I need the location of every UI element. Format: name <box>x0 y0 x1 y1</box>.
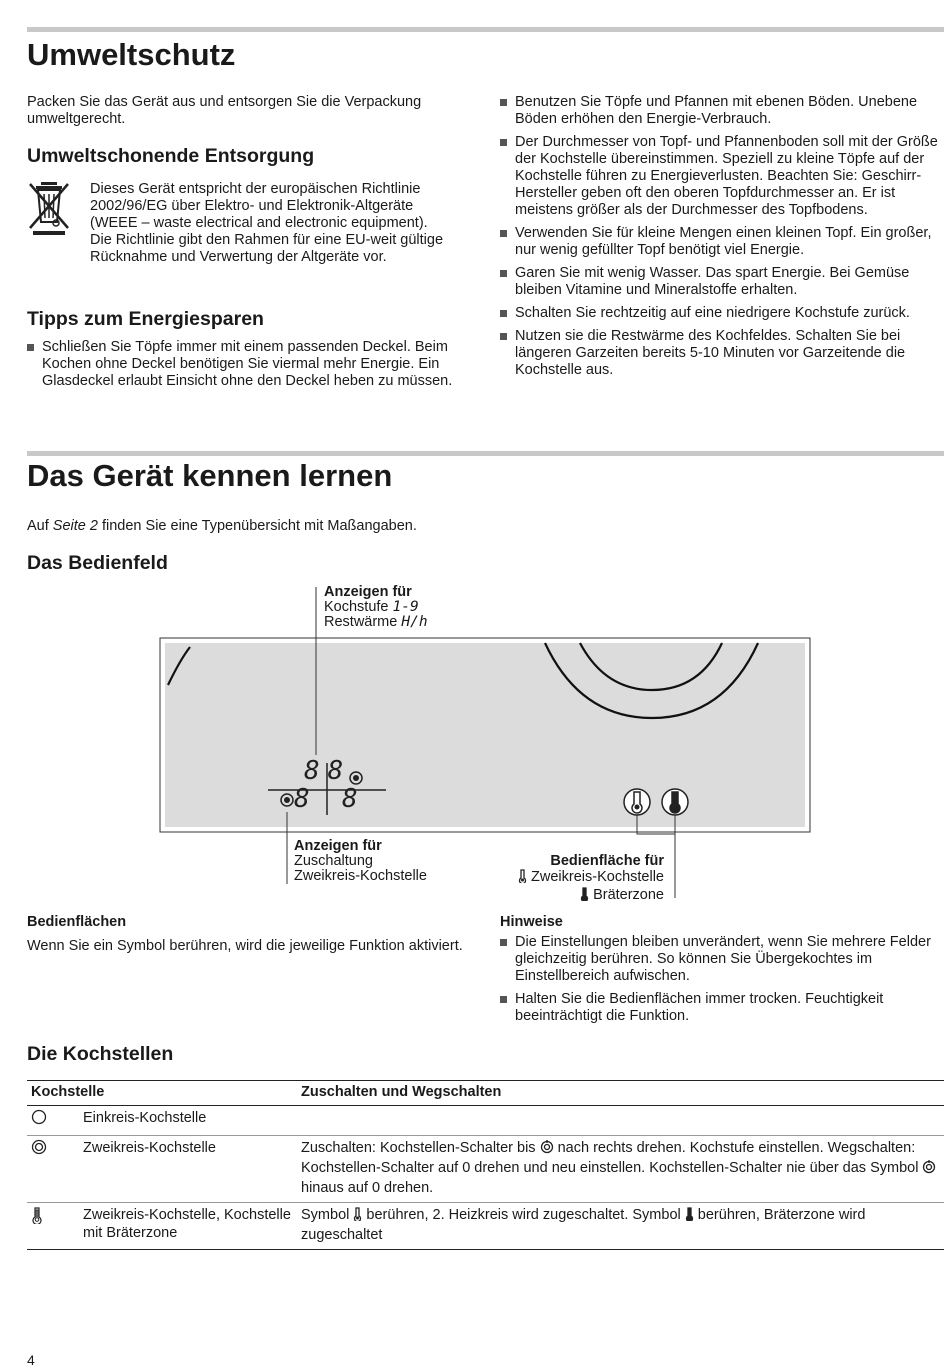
intro-prefix: Auf <box>27 518 53 534</box>
energy-tips-list-right <box>500 94 946 385</box>
section-title-geraet: Das Gerät kennen lernen <box>27 458 393 493</box>
heading-notes: Hinweise <box>500 914 563 930</box>
dual-circuit-knob-icon <box>540 1140 554 1159</box>
list-item: Halten Sie die Bedienflächen immer trocken. Feuchtigkeit beeinträchtigt die Funktion. <box>500 991 940 1025</box>
label-displays-top <box>324 585 428 630</box>
section-title-umweltschutz: Umweltschutz <box>27 37 236 72</box>
label-text: Bräterzone <box>593 887 664 903</box>
list-item: Nutzen sie die Restwärme des Kochfeldes. Schalten Sie bei längeren Garzeiten bereits 5-10 Minuten vor Garzeitende die Kochstelle aus. <box>500 328 946 379</box>
display-digit-bottom-left: 8 <box>294 784 310 814</box>
section2-intro <box>27 518 417 535</box>
label-line <box>480 869 664 887</box>
section-rule <box>27 27 944 32</box>
weee-crossed-bin-icon <box>27 180 71 236</box>
heading-disposal: Umweltschonende Entsorgung <box>27 145 315 167</box>
list-item: Die Einstellungen bleiben unverändert, wenn Sie mehrere Felder gleichzeitig berühren. So können Sie Übergekochtes im Einstellbereich aufwischen. <box>500 934 940 985</box>
hob-name: Einkreis-Kochstelle <box>79 1106 297 1136</box>
hob-desc <box>297 1106 944 1136</box>
list-item: Schließen Sie Töpfe immer mit einem passenden Deckel. Beim Kochen ohne Deckel benötigen Sie viermal mehr Energie. Ein Glasdeckel erlaubt Einsicht ohne den Deckel heben zu müssen. <box>27 339 470 390</box>
heading-energy-tips: Tipps zum Energiesparen <box>27 308 264 330</box>
table-row <box>27 1106 944 1136</box>
disposal-text: Dieses Gerät entspricht der europäischen Richtlinie 2002/96/EG über Elektro- und Elektronik-Altgeräte (WEEE – waste electrical and electronic equipment). Die Richtlinie gibt den Rahmen für eine EU-weit gültige Rücknahme und Verwertung der Altgeräte vor. <box>90 181 444 265</box>
energy-tips-list-left <box>27 339 470 396</box>
table-header-row <box>27 1081 944 1106</box>
display-digit: 8 <box>304 756 322 786</box>
page-number: 4 <box>27 1352 35 1368</box>
heading-controls: Bedienflächen <box>27 914 127 930</box>
col-header-switching: Zuschalten und Wegschalten <box>297 1081 944 1106</box>
desc-text: Symbol <box>301 1207 354 1223</box>
label-text: Restwärme <box>324 614 398 630</box>
desc-text: hinaus auf 0 drehen. <box>301 1180 434 1196</box>
dual-circuit-knob-icon <box>922 1160 936 1179</box>
label-line: Zweikreis-Kochstelle <box>294 868 427 884</box>
residual-heat-symbol: H/h <box>401 614 428 630</box>
desc-text: berühren, 2. Heizkreis wird zugeschaltet. Symbol <box>362 1207 685 1223</box>
hobs-table <box>27 1080 944 1250</box>
display-digits-top <box>304 756 346 786</box>
label-title: Anzeigen für <box>324 584 412 600</box>
display-digit: 8 <box>327 756 346 786</box>
thermometer-outline-icon <box>518 869 527 887</box>
label-displays-bottom <box>294 839 427 884</box>
list-item: Schalten Sie rechtzeitig auf eine niedrigere Kochstufe zurück. <box>500 305 946 322</box>
list-item: Benutzen Sie Töpfe und Pfannen mit ebenen Böden. Unebene Böden erhöhen den Energie-Verbrauch. <box>500 94 946 128</box>
dual-circuit-touch-button[interactable] <box>624 789 650 815</box>
list-item: Verwenden Sie für kleine Mengen einen kleinen Topf. Ein großer, nur wenig gefüllter Topf benötigt viel Energie. <box>500 225 946 259</box>
label-touch-control <box>480 854 664 905</box>
intro-suffix: finden Sie eine Typenübersicht mit Maßangaben. <box>97 518 417 534</box>
label-line <box>480 887 664 905</box>
section-rule <box>27 451 944 456</box>
label-text: Zweikreis-Kochstelle <box>531 869 664 885</box>
label-line <box>324 615 428 630</box>
intro-text: Packen Sie das Gerät aus und entsorgen Sie die Verpackung umweltgerecht. <box>27 94 422 127</box>
double-circle-icon <box>27 1136 79 1203</box>
label-title: Bedienfläche für <box>550 853 664 869</box>
desc-text: nach rechts drehen. Kochstufe einstellen. Wegschalten: Kochstellen-Schalter auf 0 drehen und neu einstellen. Kochstellen-Schalter nie über das Symbol <box>301 1140 923 1176</box>
hob-name: Zweikreis-Kochstelle <box>79 1136 297 1203</box>
roaster-zone-touch-button[interactable] <box>662 789 688 815</box>
heading-hobs: Die Kochstellen <box>27 1043 174 1065</box>
thermometer-filled-icon <box>685 1207 694 1226</box>
page-reference: Seite 2 <box>52 518 98 534</box>
thermometer-filled-icon <box>580 887 589 905</box>
hob-desc <box>297 1136 944 1203</box>
list-item: Garen Sie mit wenig Wasser. Das spart Energie. Bei Gemüse bleiben Vitamine und Mineralstoffe erhalten. <box>500 265 946 299</box>
col-header-hob: Kochstelle <box>27 1081 297 1106</box>
display-digit-bottom-right: 8 <box>342 784 358 814</box>
desc-text: Zuschalten: Kochstellen-Schalter bis <box>301 1140 540 1156</box>
notes-list <box>500 934 940 1031</box>
hob-desc <box>297 1203 944 1250</box>
roaster-zone-icon <box>27 1203 79 1250</box>
label-line <box>324 600 428 615</box>
single-circle-icon <box>27 1106 79 1136</box>
list-item: Der Durchmesser von Topf- und Pfannenboden soll mit der Größe der Kochstelle übereinstimmen. Speziell zu kleine Töpfe auf der Kochstelle führen zu Energieverlusten. Beachten Sie: Geschirr-Hersteller geben oft den oberen Topfdurchmesser an. Er ist meistens größer als der Durchmesser des Topfbodens. <box>500 134 946 219</box>
desc-text: berühren, Bräterzone wird zugeschaltet <box>301 1207 866 1243</box>
label-text: Kochstufe <box>324 599 389 615</box>
label-title: Anzeigen für <box>294 838 382 854</box>
level-range-symbol: 1-9 <box>392 599 419 615</box>
table-row <box>27 1136 944 1203</box>
control-panel-diagram <box>0 580 950 910</box>
hob-name: Zweikreis-Kochstelle, Kochstelle mit Bräterzone <box>79 1203 297 1250</box>
controls-text: Wenn Sie ein Symbol berühren, wird die jeweilige Funktion aktiviert. <box>27 938 463 954</box>
table-row <box>27 1203 944 1250</box>
heading-control-panel: Das Bedienfeld <box>27 552 168 574</box>
label-line: Zuschaltung <box>294 853 373 869</box>
